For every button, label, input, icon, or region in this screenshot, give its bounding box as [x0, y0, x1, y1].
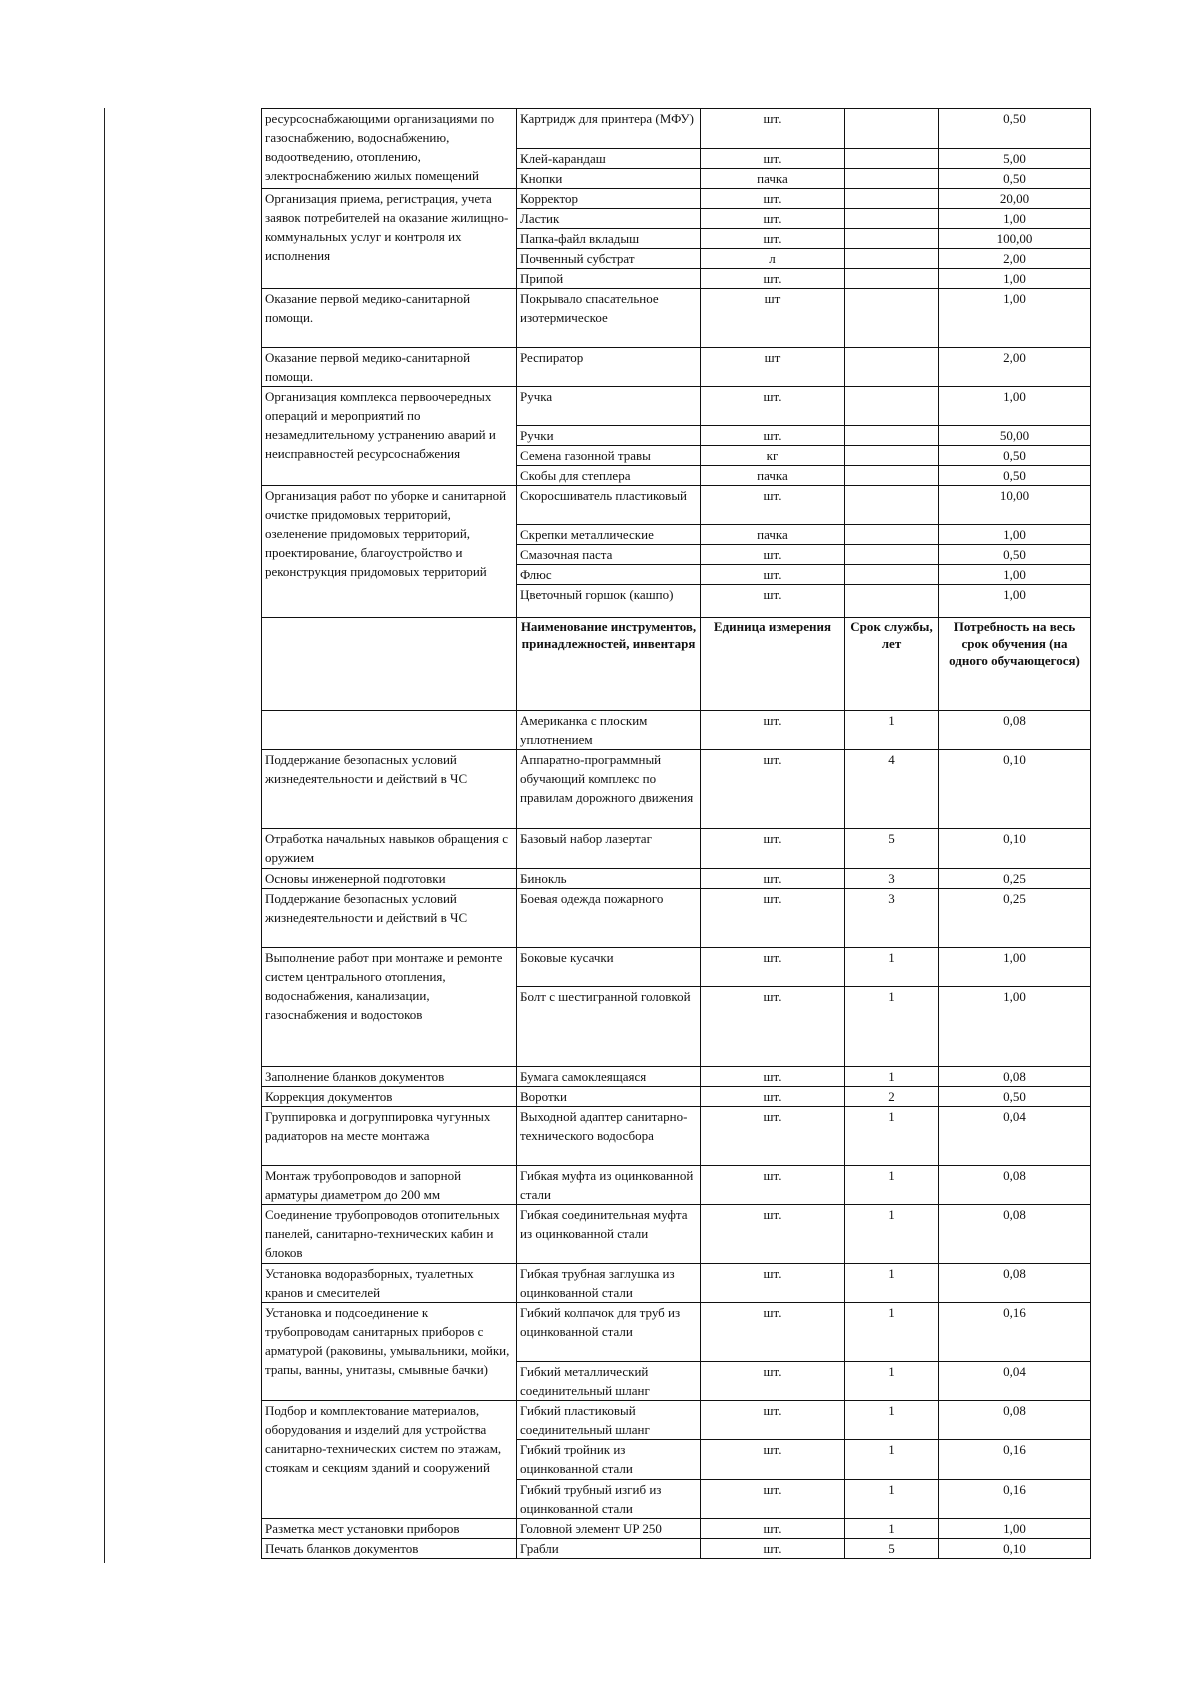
term-cell: [845, 209, 939, 229]
table-row: [262, 948, 1091, 987]
operation-cell: Поддержание безопасных условий жизнедеятельности и действий в ЧС: [262, 750, 517, 829]
header-need: Потребность на весь срок обучения (на одного обучающегося): [939, 618, 1091, 711]
term-cell: [845, 289, 939, 348]
term-cell: 1: [845, 711, 939, 750]
need-cell: 0,50: [939, 446, 1091, 466]
unit-cell: шт.: [701, 889, 845, 948]
item-name-cell: Ластик: [517, 209, 701, 229]
term-cell: [845, 426, 939, 446]
unit-cell: шт: [701, 348, 845, 387]
operation-cell: Подбор и комплектование материалов, оборудования и изделий для устройства санитарно-технических систем по этажам, стоякам и секциям зданий и сооружений: [262, 1401, 517, 1519]
need-cell: 1,00: [939, 948, 1091, 987]
table-header-row: [262, 618, 1091, 711]
operation-cell: Оказание первой медико-санитарной помощи.: [262, 348, 517, 387]
unit-cell: шт.: [701, 711, 845, 750]
term-cell: [845, 446, 939, 466]
item-name-cell: Гибкий металлический соединительный шланг: [517, 1362, 701, 1401]
term-cell: [845, 269, 939, 289]
item-name-cell: Боевая одежда пожарного: [517, 889, 701, 948]
item-name-cell: Аппаратно-программный обучающий комплекс по правилам дорожного движения: [517, 750, 701, 829]
unit-cell: кг: [701, 446, 845, 466]
table-row: [262, 1539, 1091, 1559]
term-cell: 1: [845, 1440, 939, 1480]
item-name-cell: Гибкий пластиковый соединительный шланг: [517, 1401, 701, 1440]
term-cell: 1: [845, 1107, 939, 1166]
unit-cell: шт.: [701, 387, 845, 426]
term-cell: 1: [845, 1264, 939, 1303]
table-row: [262, 1264, 1091, 1303]
table-row: [262, 1401, 1091, 1440]
item-name-cell: Флюс: [517, 565, 701, 585]
need-cell: 100,00: [939, 229, 1091, 249]
table-row: [262, 486, 1091, 525]
need-cell: 0,50: [939, 169, 1091, 189]
operation-cell: Коррекция документов: [262, 1087, 517, 1107]
table-row: [262, 1107, 1091, 1166]
item-name-cell: Клей-карандаш: [517, 149, 701, 169]
need-cell: 1,00: [939, 585, 1091, 618]
need-cell: 20,00: [939, 189, 1091, 209]
term-cell: 3: [845, 889, 939, 948]
term-cell: 5: [845, 829, 939, 869]
need-cell: 0,04: [939, 1107, 1091, 1166]
operation-cell: Установка водоразборных, туалетных кранов и смесителей: [262, 1264, 517, 1303]
term-cell: [845, 348, 939, 387]
term-cell: 2: [845, 1087, 939, 1107]
operation-cell: Отработка начальных навыков обращения с оружием: [262, 829, 517, 869]
item-name-cell: Боковые кусачки: [517, 948, 701, 987]
unit-cell: шт.: [701, 229, 845, 249]
header-empty-cell: [262, 618, 517, 711]
unit-cell: шт.: [701, 948, 845, 987]
item-name-cell: Воротки: [517, 1087, 701, 1107]
table-row: [262, 750, 1091, 829]
term-cell: 5: [845, 1539, 939, 1559]
need-cell: 1,00: [939, 289, 1091, 348]
need-cell: 0,16: [939, 1440, 1091, 1480]
table-row: [262, 1067, 1091, 1087]
unit-cell: шт.: [701, 869, 845, 889]
need-cell: 0,50: [939, 545, 1091, 565]
item-name-cell: Бинокль: [517, 869, 701, 889]
need-cell: 0,10: [939, 829, 1091, 869]
unit-cell: шт.: [701, 209, 845, 229]
unit-cell: шт.: [701, 565, 845, 585]
term-cell: [845, 466, 939, 486]
item-name-cell: Смазочная паста: [517, 545, 701, 565]
unit-cell: шт.: [701, 1440, 845, 1480]
header-unit: Единица измерения: [701, 618, 845, 711]
item-name-cell: Бумага самоклеящаяся: [517, 1067, 701, 1087]
term-cell: 1: [845, 1166, 939, 1205]
item-name-cell: Болт с шестигранной головкой: [517, 987, 701, 1067]
operation-cell: ресурсоснабжающими организациями по газоснабжению, водоснабжению, водоотведению, отоплению, электроснабжению жилых помещений: [262, 109, 517, 189]
need-cell: 0,16: [939, 1303, 1091, 1362]
need-cell: 5,00: [939, 149, 1091, 169]
operation-cell: Группировка и догруппировка чугунных радиаторов на месте монтажа: [262, 1107, 517, 1166]
unit-cell: шт.: [701, 1480, 845, 1519]
term-cell: [845, 189, 939, 209]
term-cell: 4: [845, 750, 939, 829]
term-cell: [845, 545, 939, 565]
term-cell: [845, 249, 939, 269]
item-name-cell: Гибкая муфта из оцинкованной стали: [517, 1166, 701, 1205]
term-cell: [845, 387, 939, 426]
need-cell: 2,00: [939, 348, 1091, 387]
need-cell: 1,00: [939, 1519, 1091, 1539]
operation-cell: Выполнение работ при монтаже и ремонте систем центрального отопления, водоснабжения, канализации, газоснабжения и водостоков: [262, 948, 517, 1067]
need-cell: 0,08: [939, 711, 1091, 750]
unit-cell: пачка: [701, 525, 845, 545]
item-name-cell: Ручка: [517, 387, 701, 426]
term-cell: 1: [845, 948, 939, 987]
table-row: [262, 189, 1091, 209]
term-cell: 3: [845, 869, 939, 889]
need-cell: 50,00: [939, 426, 1091, 446]
table-row: [262, 711, 1091, 750]
unit-cell: шт.: [701, 426, 845, 446]
need-cell: 0,25: [939, 889, 1091, 948]
table-row: [262, 829, 1091, 869]
item-name-cell: Покрывало спасательное изотермическое: [517, 289, 701, 348]
need-cell: 0,10: [939, 1539, 1091, 1559]
item-name-cell: Выходной адаптер санитарно-технического водосбора: [517, 1107, 701, 1166]
term-cell: [845, 486, 939, 525]
unit-cell: шт.: [701, 1303, 845, 1362]
operation-cell: Печать бланков документов: [262, 1539, 517, 1559]
need-cell: 0,16: [939, 1480, 1091, 1519]
need-cell: 0,08: [939, 1166, 1091, 1205]
unit-cell: шт.: [701, 1205, 845, 1264]
item-name-cell: Цветочный горшок (кашпо): [517, 585, 701, 618]
need-cell: 0,08: [939, 1067, 1091, 1087]
unit-cell: шт.: [701, 149, 845, 169]
item-name-cell: Картридж для принтера (МФУ): [517, 109, 701, 149]
item-name-cell: Семена газонной травы: [517, 446, 701, 466]
equipment-table: [261, 108, 1091, 1559]
term-cell: 1: [845, 1205, 939, 1264]
operation-cell: [262, 711, 517, 750]
item-name-cell: Американка с плоским уплотнением: [517, 711, 701, 750]
item-name-cell: Кнопки: [517, 169, 701, 189]
unit-cell: шт: [701, 289, 845, 348]
operation-cell: Монтаж трубопроводов и запорной арматуры диаметром до 200 мм: [262, 1166, 517, 1205]
operation-cell: Поддержание безопасных условий жизнедеятельности и действий в ЧС: [262, 889, 517, 948]
need-cell: 0,25: [939, 869, 1091, 889]
unit-cell: шт.: [701, 109, 845, 149]
table-row: [262, 1303, 1091, 1362]
term-cell: [845, 169, 939, 189]
operation-cell: Соединение трубопроводов отопительных панелей, санитарно-технических кабин и блоков: [262, 1205, 517, 1264]
item-name-cell: Гибкий колпачок для труб из оцинкованной стали: [517, 1303, 701, 1362]
table-row: [262, 1205, 1091, 1264]
operation-cell: Организация работ по уборке и санитарной очистке придомовых территорий, озеленение придомовых территорий, проектирование, благоустройство и реконструкция придомовых территорий: [262, 486, 517, 618]
term-cell: [845, 109, 939, 149]
unit-cell: шт.: [701, 1519, 845, 1539]
table-row: [262, 348, 1091, 387]
need-cell: 1,00: [939, 565, 1091, 585]
unit-cell: пачка: [701, 169, 845, 189]
need-cell: 0,08: [939, 1205, 1091, 1264]
need-cell: 1,00: [939, 987, 1091, 1067]
page-margin-line: [104, 108, 105, 1563]
term-cell: 1: [845, 987, 939, 1067]
operation-cell: Заполнение бланков документов: [262, 1067, 517, 1087]
unit-cell: шт.: [701, 189, 845, 209]
item-name-cell: Скобы для степлера: [517, 466, 701, 486]
table-row: [262, 1519, 1091, 1539]
header-term: Срок службы, лет: [845, 618, 939, 711]
unit-cell: шт.: [701, 829, 845, 869]
operation-cell: Основы инженерной подготовки: [262, 869, 517, 889]
item-name-cell: Корректор: [517, 189, 701, 209]
unit-cell: шт.: [701, 545, 845, 565]
operation-cell: Оказание первой медико-санитарной помощи.: [262, 289, 517, 348]
term-cell: [845, 149, 939, 169]
need-cell: 0,08: [939, 1401, 1091, 1440]
unit-cell: шт.: [701, 585, 845, 618]
table-row: [262, 869, 1091, 889]
term-cell: 1: [845, 1519, 939, 1539]
table-row: [262, 1087, 1091, 1107]
table-row: [262, 289, 1091, 348]
unit-cell: шт.: [701, 1087, 845, 1107]
item-name-cell: Респиратор: [517, 348, 701, 387]
unit-cell: шт.: [701, 269, 845, 289]
unit-cell: шт.: [701, 1401, 845, 1440]
unit-cell: шт.: [701, 1362, 845, 1401]
need-cell: 10,00: [939, 486, 1091, 525]
header-name: Наименование инструментов, принадлежностей, инвентаря: [517, 618, 701, 711]
unit-cell: шт.: [701, 486, 845, 525]
item-name-cell: Гибкий тройник из оцинкованной стали: [517, 1440, 701, 1480]
need-cell: 0,50: [939, 466, 1091, 486]
need-cell: 0,50: [939, 1087, 1091, 1107]
unit-cell: шт.: [701, 1539, 845, 1559]
term-cell: [845, 565, 939, 585]
term-cell: [845, 229, 939, 249]
item-name-cell: Ручки: [517, 426, 701, 446]
unit-cell: шт.: [701, 750, 845, 829]
need-cell: 1,00: [939, 209, 1091, 229]
need-cell: 1,00: [939, 269, 1091, 289]
item-name-cell: Грабли: [517, 1539, 701, 1559]
unit-cell: шт.: [701, 1264, 845, 1303]
table-row: [262, 1166, 1091, 1205]
term-cell: [845, 525, 939, 545]
item-name-cell: Скоросшиватель пластиковый: [517, 486, 701, 525]
unit-cell: л: [701, 249, 845, 269]
table-row: [262, 109, 1091, 149]
item-name-cell: Скрепки металлические: [517, 525, 701, 545]
need-cell: 1,00: [939, 525, 1091, 545]
need-cell: 0,08: [939, 1264, 1091, 1303]
operation-cell: Организация приема, регистрация, учета заявок потребителей на оказание жилищно-коммунальных услуг и контроля их исполнения: [262, 189, 517, 289]
unit-cell: пачка: [701, 466, 845, 486]
table-row: [262, 889, 1091, 948]
table-row: [262, 387, 1091, 426]
unit-cell: шт.: [701, 1067, 845, 1087]
item-name-cell: Головной элемент UP 250: [517, 1519, 701, 1539]
unit-cell: шт.: [701, 1166, 845, 1205]
need-cell: 0,50: [939, 109, 1091, 149]
unit-cell: шт.: [701, 987, 845, 1067]
term-cell: 1: [845, 1401, 939, 1440]
need-cell: 0,04: [939, 1362, 1091, 1401]
item-name-cell: Почвенный субстрат: [517, 249, 701, 269]
item-name-cell: Папка-файл вкладыш: [517, 229, 701, 249]
item-name-cell: Припой: [517, 269, 701, 289]
term-cell: 1: [845, 1067, 939, 1087]
unit-cell: шт.: [701, 1107, 845, 1166]
term-cell: 1: [845, 1362, 939, 1401]
operation-cell: Установка и подсоединение к трубопроводам санитарных приборов с арматурой (раковины, умывальники, мойки, трапы, ванны, унитазы, смывные бачки): [262, 1303, 517, 1401]
operation-cell: Разметка мест установки приборов: [262, 1519, 517, 1539]
need-cell: 0,10: [939, 750, 1091, 829]
term-cell: 1: [845, 1303, 939, 1362]
term-cell: [845, 585, 939, 618]
item-name-cell: Гибкая трубная заглушка из оцинкованной стали: [517, 1264, 701, 1303]
item-name-cell: Базовый набор лазертаг: [517, 829, 701, 869]
term-cell: 1: [845, 1480, 939, 1519]
need-cell: 1,00: [939, 387, 1091, 426]
operation-cell: Организация комплекса первоочередных операций и мероприятий по незамедлительному устранению аварий и неисправностей ресурсоснабжения: [262, 387, 517, 486]
need-cell: 2,00: [939, 249, 1091, 269]
item-name-cell: Гибкая соединительная муфта из оцинкованной стали: [517, 1205, 701, 1264]
item-name-cell: Гибкий трубный изгиб из оцинкованной стали: [517, 1480, 701, 1519]
